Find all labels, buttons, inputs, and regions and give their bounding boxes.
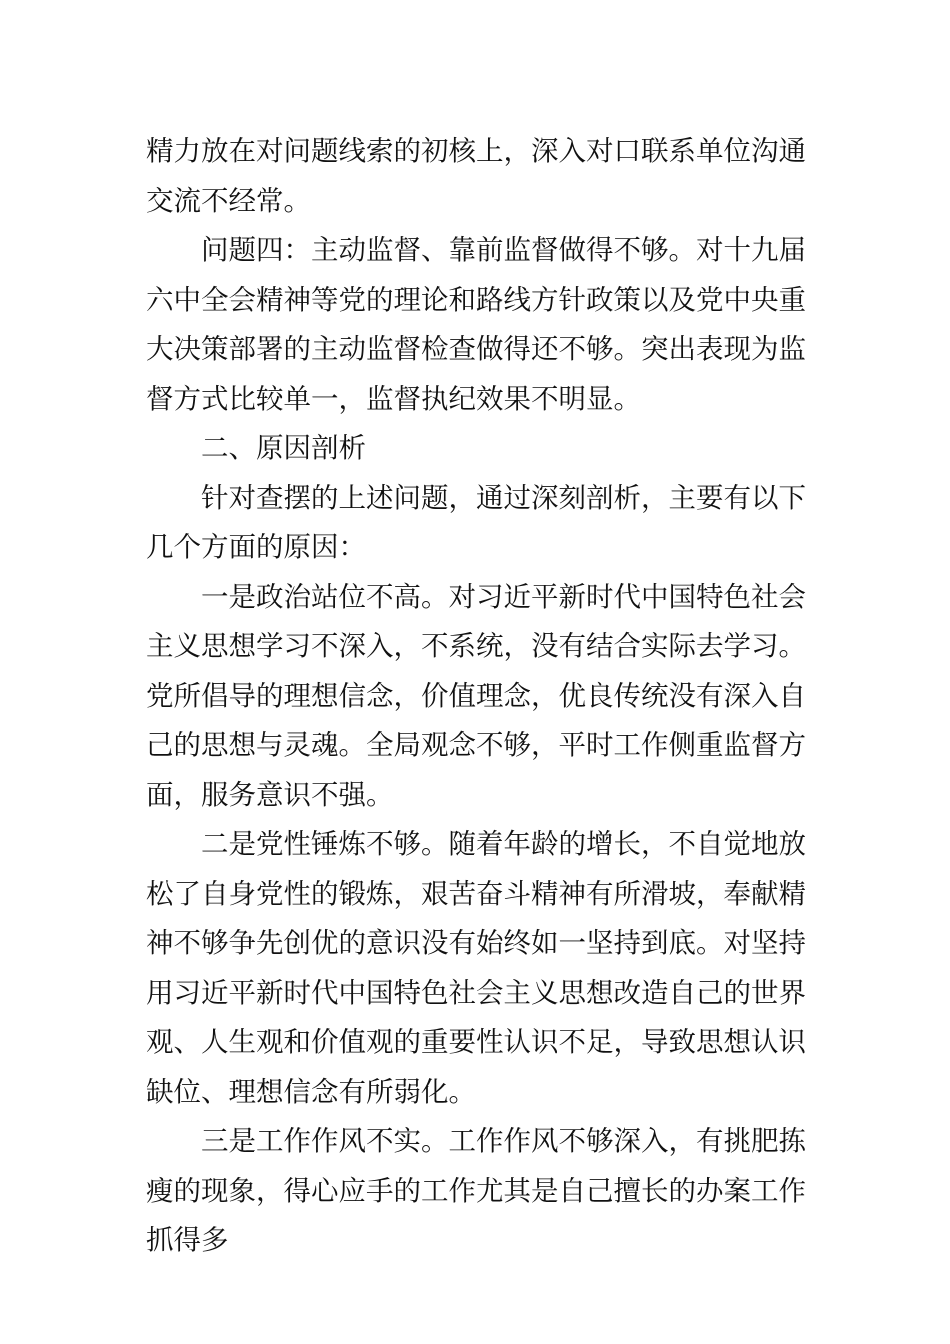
document-body — [146, 127, 806, 1266]
section-heading-cause-analysis: 二、原因剖析 — [201, 432, 366, 464]
paragraph-cause-three: 三是工作作风不实。工作作风不够深入，有挑肥拣瘦的现象，得心应手的工作尤其是自己擅长的办案工作抓得多 — [146, 1125, 806, 1256]
paragraph-continuation: 精力放在对问题线索的初核上，深入对口联系单位沟通交流不经常。 — [146, 135, 806, 217]
paragraph-cause-one: 一是政治站位不高。对习近平新时代中国特色社会主义思想学习不深入，不系统，没有结合实际去学习。党所倡导的理想信念，价值理念，优良传统没有深入自己的思想与灵魂。全局观念不够，平时工作侧重监督方面，服务意识不强。 — [146, 580, 806, 811]
paragraph-cause-two: 二是党性锤炼不够。随着年龄的增长，不自觉地放松了自身党性的锻炼，艰苦奋斗精神有所滑坡，奉献精神不够争先创优的意识没有始终如一坚持到底。对坚持用习近平新时代中国特色社会主义思想改造自己的世界观、人生观和价值观的重要性认识不足，导致思想认识缺位、理想信念有所弱化。 — [146, 828, 806, 1108]
paragraph-intro-causes: 针对查摆的上述问题，通过深刻剖析，主要有以下几个方面的原因： — [146, 481, 806, 563]
paragraph-problem-four: 问题四：主动监督、靠前监督做得不够。对十九届六中全会精神等党的理论和路线方针政策以及党中央重大决策部署的主动监督检查做得还不够。突出表现为监督方式比较单一，监督执纪效果不明显。 — [146, 234, 806, 415]
